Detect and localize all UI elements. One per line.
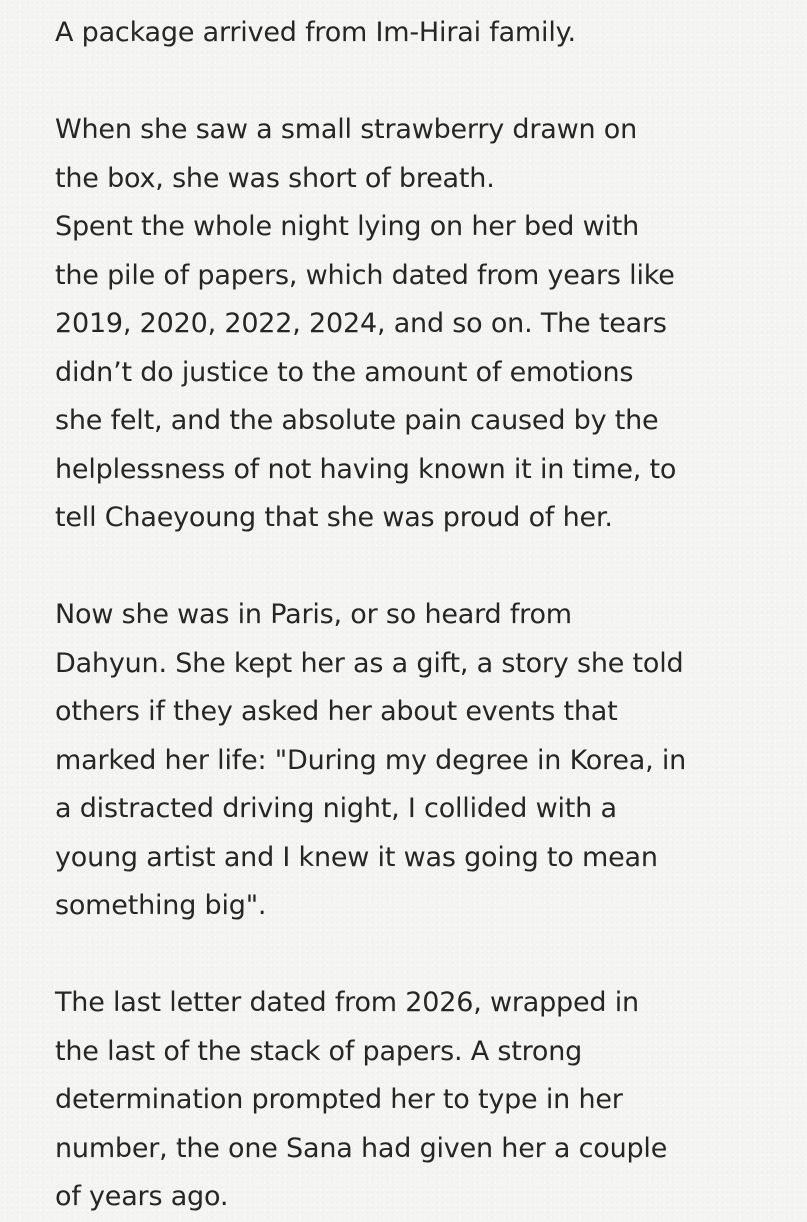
text-line: she felt, and the absolute pain caused by the (55, 405, 659, 436)
text-line: Now she was in Paris, or so heard from (55, 599, 572, 630)
text-line: of years ago. (55, 1181, 229, 1212)
text-line: a distracted driving night, I collided with a (55, 793, 617, 824)
text-line: the box, she was short of breath. (55, 162, 495, 194)
text-line: something big". (55, 890, 267, 921)
text-line: A package arrived from Im-Hirai family. (55, 17, 576, 48)
text-line: others if they asked her about events that (55, 696, 618, 727)
text-line: When she saw a small strawberry drawn on (55, 114, 638, 145)
text-line: number, the one Sana had given her a couple (55, 1132, 668, 1164)
blank-line (55, 58, 787, 107)
text-line: Dahyun. She kept her as a gift, a story she told (55, 647, 684, 679)
text-line: marked her life: "During my degree in Korea, in (55, 744, 687, 776)
text-line: tell Chaeyoung that she was proud of her. (55, 502, 613, 533)
text-line: the pile of papers, which dated from years like (55, 259, 675, 291)
text-line: 2019, 2020, 2022, 2024, and so on. The tears (55, 308, 667, 339)
blank-line (55, 543, 787, 592)
text-line: helplessness of not having known it in time, to (55, 453, 677, 485)
text-line: The last letter dated from 2026, wrapped in (55, 987, 639, 1018)
text-line: didn’t do justice to the amount of emotions (55, 356, 634, 388)
text-line: the last of the stack of papers. A strong (55, 1035, 583, 1067)
text-line: Spent the whole night lying on her bed with (55, 211, 640, 242)
text-line: determination prompted her to type in her (55, 1084, 623, 1115)
blank-line (55, 931, 787, 980)
text-line: young artist and I knew it was going to mean (55, 841, 658, 873)
